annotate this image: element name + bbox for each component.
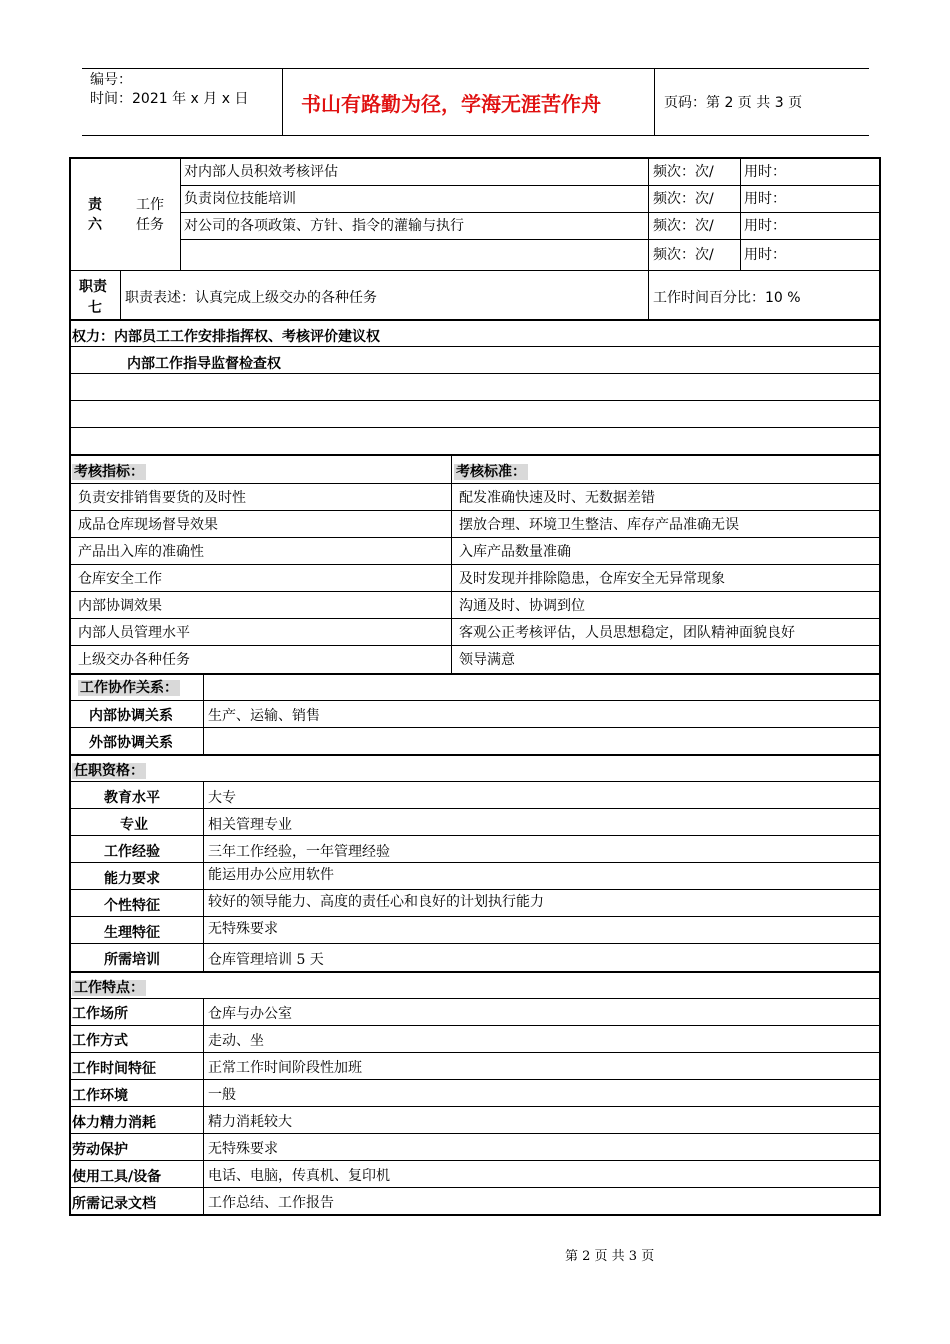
qualification-label: 所需培训 <box>104 952 160 968</box>
qualification-value: 较好的领导能力、高度的责任心和良好的计划执行能力 <box>208 894 544 910</box>
task-text: 对内部人员积效考核评估 <box>184 164 338 180</box>
task-frequency: 频次：次/ <box>653 164 714 180</box>
assessment-indicator-header: 考核指标： <box>74 464 144 480</box>
qualification-label: 能力要求 <box>104 871 160 887</box>
internal-relations-label: 内部协调关系 <box>89 708 173 724</box>
page-indicator: 页码：第 2 页 共 3 页 <box>664 95 803 111</box>
task-frequency: 频次：次/ <box>653 247 714 263</box>
table-border <box>879 157 881 1215</box>
work-task-label: 工作 <box>136 197 164 213</box>
qualification-label: 工作经验 <box>104 844 160 860</box>
work-feature-value: 正常工作时间阶段性加班 <box>208 1060 362 1076</box>
internal-relations-value: 生产、运输、销售 <box>208 708 320 724</box>
work-feature-label: 劳动保护 <box>72 1142 128 1158</box>
qualification-value: 相关管理专业 <box>208 817 292 833</box>
assessment-standard: 客观公正考核评估，人员思想稳定，团队精神面貌良好 <box>459 625 795 641</box>
work-feature-label: 体力精力消耗 <box>72 1115 156 1131</box>
qualification-label: 个性特征 <box>104 898 160 914</box>
duty-seven-label: 七 <box>88 300 102 316</box>
external-relations-label: 外部协调关系 <box>89 735 173 751</box>
task-frequency: 频次：次/ <box>653 191 714 207</box>
work-feature-value: 精力消耗较大 <box>208 1114 292 1130</box>
assessment-indicator: 产品出入库的准确性 <box>78 544 204 560</box>
work-feature-label: 使用工具/设备 <box>72 1169 162 1185</box>
work-feature-value: 工作总结、工作报告 <box>208 1195 334 1211</box>
qualification-value: 大专 <box>208 790 236 806</box>
assessment-indicator: 内部协调效果 <box>78 598 162 614</box>
work-feature-label: 工作方式 <box>72 1033 128 1049</box>
qualification-label: 教育水平 <box>104 790 160 806</box>
assessment-standard-header: 考核标准： <box>456 464 526 480</box>
table-border <box>69 1214 881 1216</box>
assessment-standard: 摆放合理、环境卫生整洁、库存产品准确无误 <box>459 517 739 533</box>
page-footer: 第 2 页 共 3 页 <box>565 1249 655 1264</box>
work-feature-value: 一般 <box>208 1087 236 1103</box>
work-task-label: 任务 <box>136 217 164 233</box>
duty-description: 职责表述：认真完成上级交办的各种任务 <box>125 290 377 306</box>
header-bottom-line <box>82 135 869 136</box>
qualification-label: 专业 <box>120 817 148 833</box>
assessment-standard: 沟通及时、协调到位 <box>459 598 585 614</box>
header-top-line <box>82 68 869 69</box>
header-divider <box>654 68 655 135</box>
document-time: 时间：2021 年 x 月 x 日 <box>90 91 249 107</box>
work-feature-value: 仓库与办公室 <box>208 1006 292 1022</box>
work-feature-value: 无特殊要求 <box>208 1141 278 1157</box>
assessment-standard: 入库产品数量准确 <box>459 544 571 560</box>
task-time: 用时： <box>744 247 786 263</box>
task-time: 用时： <box>744 191 786 207</box>
work-feature-label: 工作场所 <box>72 1006 128 1022</box>
document-code: 编号： <box>90 72 132 88</box>
qualification-value: 三年工作经验，一年管理经验 <box>208 844 390 860</box>
qualification-value: 能运用办公应用软件 <box>208 867 334 883</box>
authority-line: 内部工作指导监督检查权 <box>127 356 281 372</box>
task-text: 负责岗位技能培训 <box>184 191 296 207</box>
assessment-indicator: 内部人员管理水平 <box>78 625 190 641</box>
work-feature-label: 工作环境 <box>72 1088 128 1104</box>
assessment-indicator: 负责安排销售要货的及时性 <box>78 490 246 506</box>
work-time-percent: 工作时间百分比：10 % <box>653 290 801 306</box>
work-feature-label: 工作时间特征 <box>72 1061 156 1077</box>
table-border <box>69 157 71 1215</box>
header-divider <box>282 68 283 135</box>
work-features-header: 工作特点： <box>74 980 144 996</box>
duty-six-label: 六 <box>88 217 102 233</box>
table-border <box>69 157 881 159</box>
task-time: 用时： <box>744 218 786 234</box>
task-frequency: 频次：次/ <box>653 218 714 234</box>
motto: 书山有路勤为径，学海无涯苦作舟 <box>301 92 601 116</box>
work-feature-value: 电话、电脑，传真机、复印机 <box>208 1168 390 1184</box>
authority-line: 权力：内部员工工作安排指挥权、考核评价建议权 <box>72 329 380 345</box>
assessment-indicator: 成品仓库现场督导效果 <box>78 517 218 533</box>
qualifications-header: 任职资格： <box>74 763 144 779</box>
duty-seven-label: 职责 <box>79 279 107 295</box>
work-feature-label: 所需记录文档 <box>72 1196 156 1212</box>
cooperation-header: 工作协作关系： <box>80 680 178 696</box>
assessment-standard: 配发准确快速及时、无数据差错 <box>459 490 655 506</box>
assessment-standard: 领导满意 <box>459 652 515 668</box>
qualification-label: 生理特征 <box>104 925 160 941</box>
assessment-standard: 及时发现并排除隐患，仓库安全无异常现象 <box>459 571 725 587</box>
task-text: 对公司的各项政策、方针、指令的灌输与执行 <box>184 218 464 234</box>
assessment-indicator: 仓库安全工作 <box>78 571 162 587</box>
qualification-value: 无特殊要求 <box>208 921 278 937</box>
assessment-indicator: 上级交办各种任务 <box>78 652 190 668</box>
task-time: 用时： <box>744 164 786 180</box>
duty-six-label: 责 <box>88 197 102 213</box>
qualification-value: 仓库管理培训 5 天 <box>208 952 324 968</box>
work-feature-value: 走动、坐 <box>208 1033 264 1049</box>
